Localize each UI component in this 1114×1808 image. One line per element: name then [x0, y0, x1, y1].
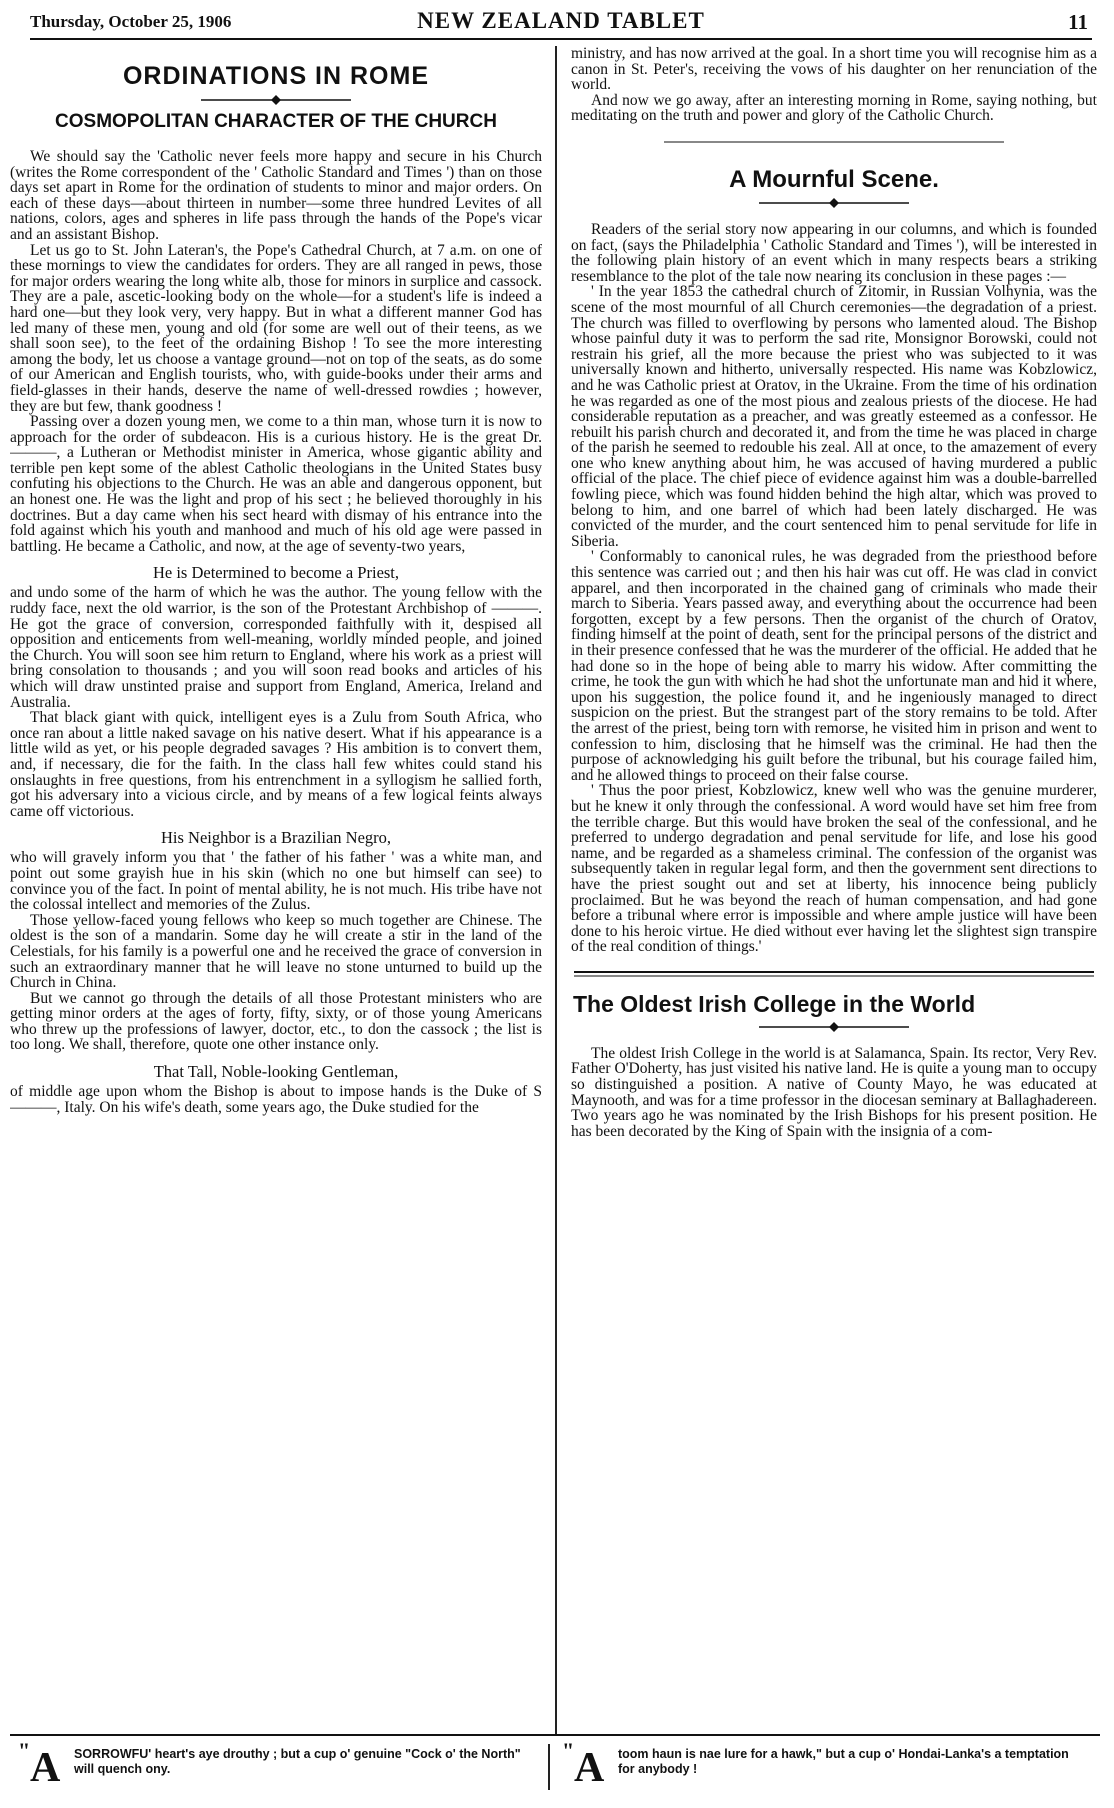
- paragraph: Passing over a dozen young men, we come to a thin man, whose turn it is now to approach for the order of subdeacon. His is a curious history. He is the great Dr. ———, a Lutheran or Methodist minister in America, whose gigantic ability and terrible pen kept some of the ablest Catholic theologians in the United States busy confuting his objections to the Church. He was an able and dangerous opponent, but an honest one. He was the light and prop of his sect ; he believed thoroughly in his doctrines. But a day came when his sect heard with dismay of his entrance into the fold against which his youth and manhood and much of his old age were passed in battling. He became a Catholic, and now, at the age of seventy-two years,: [10, 413, 542, 555]
- quote-mark: ": [562, 1738, 575, 1763]
- advert-text: toom haun is nae lure for a hawk," but a cup o' Hondai-Lanka's a temptation for anybody !: [618, 1747, 1069, 1776]
- right-column: [571, 46, 1097, 1726]
- section-subhead: He is Determined to become a Priest,: [152, 563, 400, 583]
- footer-advert-left: [18, 1738, 538, 1799]
- quote-mark: ": [18, 1738, 31, 1763]
- ornament-divider: [759, 1022, 909, 1032]
- paragraph: Let us go to St. John Lateran's, the Pope's Cathedral Church, at 7 a.m. on one of these mornings to view the candidates for orders. They are all ranged in pews, those for major orders wearing the long white alb, those for minors in surplice and cassock. They are a pale, ascetic-looking body on the whole—for a student's life is indeed a hard one—but they look very, very happy. But in what a different manner God has led many of these men, young and old (for some are well out of their teens, as we shall soon see), to the feet of the ordaining Bishop ! To see the more interesting among the body, let us choose a vantage ground—not on top of the seats, as do some of our American and English tourists, who, with guide-books under their arms and field-glasses in their hands, deserve the name of well-dressed rowdies ; however, they are but few, thank goodness !: [10, 241, 542, 415]
- section-subhead: That Tall, Noble-looking Gentleman,: [153, 1062, 399, 1082]
- paragraph: ' Conformably to canonical rules, he was degraded from the priesthood before this sentence was carried out ; and then his hair was cut off. He was clad in convict apparel, and then incorporated in the chained gang of criminals who made their march to Siberia. Years passed away, and everything about the occurrence had been forgotten, except by a few persons. Then the organist of the church of Oratov, finding himself at the point of death, sent for the principal persons of the district and in their presence confessed that he was the murderer of the official. He added that he had done so in the hope of being able to marry his widow. After committing the crime, he took the gun with which he had shot the unfortunate man and hid it where, upon his suggestion, the police found it, and he ingeniously managed to direct suspicion on the priest. But the strangest part of the story remains to be told. After the arrest of the priest, being torn with remorse, he visited him in prison and went to confession to him, disclosing that he himself was the criminal. He had then the purpose of acknowledging his guilt before the tribunal, but his courage failed him, and he allowed things to proceed on their false course.: [571, 548, 1097, 784]
- paragraph: of middle age upon whom the Bishop is about to impose hands is the Duke of S———, Italy. On his wife's death, some years ago, the Duke studied for the: [10, 1083, 542, 1116]
- paragraph: That black giant with quick, intelligent eyes is a Zulu from South Africa, who once ran about a little naked savage on his native desert. What if his appearance is a little wild as yet, or his people degraded savages ? His ambition is to convert them, and, if necessary, die for the faith. In the class hall few whites could stand his onslaughts in free questions, from his entrenchment in a syllogism he sallied forth, got his adversary into a vicious circle, and by means of a few logical feints always came off victorious.: [10, 709, 542, 820]
- page-number: 11: [1068, 10, 1088, 34]
- footer-divider: [548, 1744, 550, 1790]
- column-divider: [555, 46, 557, 1736]
- paragraph: But we cannot go through the details of all those Protestant ministers who are getting minor orders at the ages of forty, fifty, sixty, or of those young Americans who threw up the professions of lawyer, doctor, etc., to don the cassock ; the list is too long. We shall, therefore, quote one other instance only.: [10, 989, 542, 1054]
- masthead: [30, 8, 1092, 40]
- article-title: ORDINATIONS IN ROME: [122, 62, 430, 90]
- section-subhead: His Neighbor is a Brazilian Negro,: [160, 828, 392, 848]
- advert-text: SORROWFU' heart's aye drouthy ; but a cup o' genuine "Cock o' the North" will quench ony.: [74, 1747, 521, 1776]
- article-title: A Mournful Scene.: [729, 165, 939, 193]
- section-divider: [654, 138, 1014, 158]
- drop-cap: A: [30, 1745, 61, 1791]
- drop-cap: A: [574, 1745, 605, 1791]
- paragraph: ' In the year 1853 the cathedral church of Zitomir, in Russian Volhynia, was the scene of the most mournful of all Church ceremonies—the degradation of a priest. The church was filled to overflowing by persons who lamented aloud. The Bishop whose painful duty it was to perform the sad rite, Monsignor Borowski, could not restrain his grief, all the more because the priest who was subjected to it was universally known and hitherto, universally respected. His name was Kobzlowicz, and he was Catholic priest at Oratov, in the Ukraine. From the time of his ordination he was regarded as one of the most pious and zealous priests of the diocese. He had considerable reputation as a preacher, and was greatly esteemed as a confessor. He rebuilt his parish church and decorated it, and from the time he was placed in charge of the parish he seemed to redouble his zeal. All at once, to the amazement of every one who knew anything about him, he was accused of having murdered a public official of the place. The chief piece of evidence against him was a double-barrelled fowling piece, which was found hidden behind the high altar, which was proved to belong to him, and one barrel of which had been lately discharged. He was convicted of the murder, and the court sentenced him to penal servitude for life in Siberia.: [571, 283, 1097, 550]
- paragraph: who will gravely inform you that ' the father of his father ' was a white man, and point out some grayish hue in his skin (which no one but himself can see) to convince you of the fact. In point of mental ability, he is not much. His tribe have not the colossal intellect and memories of the Zulus.: [10, 849, 542, 914]
- paragraph: ministry, and has now arrived at the goal. In a short time you will recognise him as a canon in St. Peter's, receiving the vows of his daughter on her renunciation of the world.: [571, 46, 1097, 94]
- section-divider: [574, 969, 1094, 983]
- ornament-divider: [759, 198, 909, 208]
- footer-advert-right: [562, 1738, 1084, 1799]
- paragraph: The oldest Irish College in the world is at Salamanca, Spain. Its rector, Very Rev. Father O'Doherty, has just visited his native land. He is quite a young man to occupy so distinguished a position. A native of County Mayo, he was educated at Maynooth, and was for a time professor in the diocesan seminary at Ballaghadereen. Two years ago he was nominated by the Irish Bishops for his present position. He has been decorated by the King of Spain with the insignia of a com-: [571, 1044, 1097, 1140]
- article-title: The Oldest Irish College in the World: [573, 990, 976, 1017]
- paragraph: Readers of the serial story now appearing in our columns, and which is founded on fact, (says the Philadelphia ' Catholic Standard and Times '), will be interested in the following plain history of an event which in many respects bears a striking resemblance to the plot of the tale now nearing its conclusion in these pages :—: [571, 220, 1097, 285]
- paragraph: Those yellow-faced young fellows who keep so much together are Chinese. The oldest is the son of a mandarin. Some day he will create a stir in the land of the Celestials, for his family is a powerful one and he received the grace of conversion in such an extraordinary manner that he will leave no stone unturned to build up the Church in China.: [10, 911, 542, 992]
- bottom-rule: [10, 1734, 1100, 1736]
- paragraph: And now we go away, after an interesting morning in Rome, saying nothing, but meditating on the truth and power and glory of the Catholic Church.: [571, 91, 1097, 125]
- masthead-title: NEW ZEALAND TABLET: [417, 8, 705, 33]
- paragraph: and undo some of the harm of which he was the author. The young fellow with the ruddy face, next the old warrior, is the son of the Protestant Archbishop of ———. He got the grace of conversion, corresponded faithfully with it, despised all opposition and enticements from well-meaning, worldly minded people, and joined the Church. You will soon see him return to England, where his work as a priest will bring consolation to thousands ; and you will soon read books and articles of his which will draw unstinted praise and support from England, America, Ireland and Australia.: [10, 584, 542, 711]
- article-subtitle: COSMOPOLITAN CHARACTER OF THE CHURCH: [55, 111, 497, 132]
- left-column: [10, 46, 542, 1726]
- paragraph: ' Thus the poor priest, Kobzlowicz, knew well who was the genuine murderer, but he knew it only through the confessional. A word would have set him free from the terrible charge. But this would have broken the seal of the confessional, and he preferred to undergo degradation and penal servitude for life, and lose his good name, and be regarded as a shameless criminal. The confession of the organist was subsequently taken in regular legal form, and then the government sent directions to have the priest sought out and set at liberty, his innocence being publicly proclaimed. But he was beyond the reach of human compensation, and had gone before a tribunal where error is impossible and where ample justice will have been done to his heroic virtue. He died without ever having let the slightest sign transpire of the real condition of things.': [571, 782, 1097, 956]
- masthead-date: Thursday, October 25, 1906: [30, 12, 232, 31]
- ornament-divider: [201, 95, 351, 105]
- paragraph: We should say the 'Catholic never feels more happy and secure in his Church (writes the Rome correspondent of the ' Catholic Standard and Times ') than on those days set apart in Rome for the ordination of students to minor and major orders. On each of these days—about thirteen in number—some three hundred Levites of all nations, colors, ages and spheres in life pass through the hands of the Pope's vicar and an assistant Bishop.: [10, 148, 542, 243]
